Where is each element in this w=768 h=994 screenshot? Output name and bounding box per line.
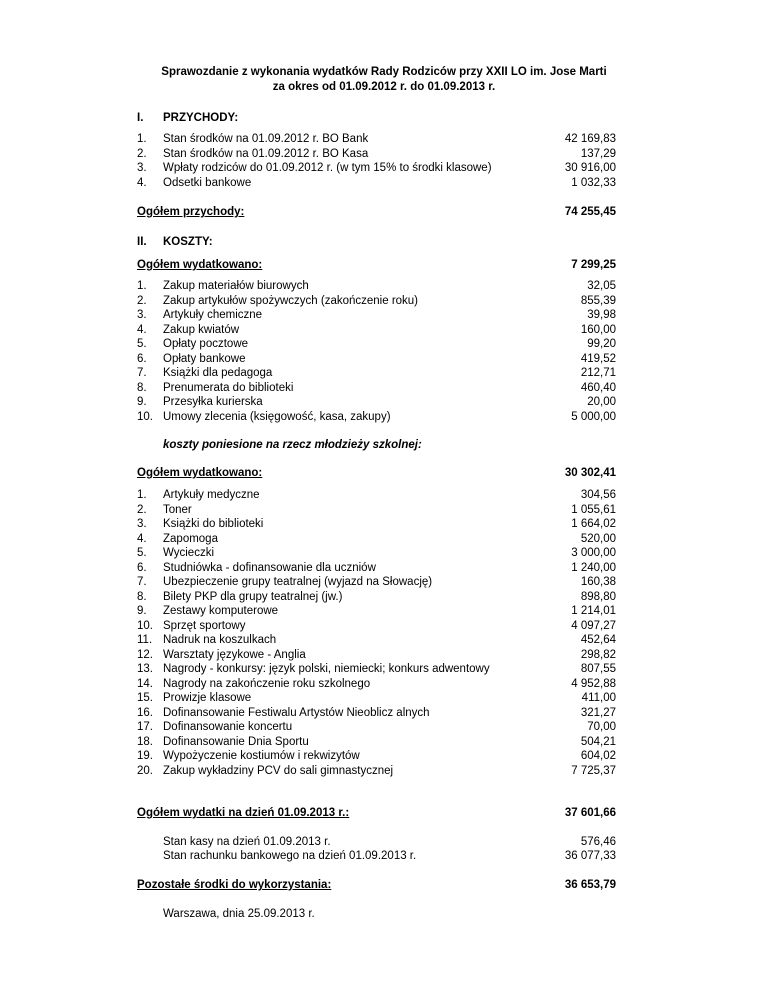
- item-value: 99,20: [587, 338, 616, 350]
- item-number: 8.: [137, 590, 147, 603]
- remaining-funds-value: 36 653,79: [564, 879, 616, 891]
- list-item: [0, 619, 768, 634]
- list-item: [0, 764, 768, 779]
- list-item: [0, 395, 768, 410]
- item-label: Nagrody - konkursy: język polski, niemiecki; konkurs adwentowy: [163, 663, 490, 675]
- item-number: 1.: [137, 280, 147, 292]
- item-label: Artykuły chemiczne: [163, 309, 263, 321]
- list-item: [0, 590, 768, 605]
- youth-costs-heading-row: [0, 438, 768, 453]
- list-item: [0, 575, 768, 590]
- item-value: 20,00: [587, 396, 616, 408]
- list-item: [0, 503, 768, 518]
- list-item: [0, 161, 768, 176]
- total-expenses-row: [0, 806, 768, 821]
- list-item: [0, 691, 768, 706]
- list-item: [0, 337, 768, 352]
- item-value: 1 240,00: [571, 561, 616, 574]
- item-number: 3.: [137, 518, 147, 530]
- section-label: KOSZTY:: [163, 236, 213, 248]
- item-label: Artykuły medyczne: [163, 489, 260, 501]
- item-value: 160,38: [580, 576, 616, 588]
- list-item: [0, 147, 768, 162]
- item-number: 16.: [137, 706, 153, 719]
- item-number: 4.: [137, 176, 147, 189]
- list-item: [0, 132, 768, 147]
- item-label: Zakup wykładziny PCV do sali gimnastycznej: [163, 764, 394, 777]
- youth-total-row: [0, 466, 768, 481]
- list-item: [0, 323, 768, 338]
- document-title-line1: Sprawozdanie z wykonania wydatków Rady Rodziców przy XXII LO im. Jose Marti: [161, 66, 607, 78]
- item-value: 298,82: [580, 648, 616, 661]
- cash-balance-value: 576,46: [580, 836, 616, 848]
- item-label: Zakup materiałów biurowych: [163, 280, 309, 292]
- item-number: 18.: [137, 735, 153, 748]
- bank-balance-row: [0, 849, 768, 864]
- item-label: Opłaty bankowe: [163, 352, 246, 365]
- item-value: 1 032,33: [571, 176, 616, 189]
- list-item: [0, 381, 768, 396]
- item-label: Dofinansowanie Dnia Sportu: [163, 735, 309, 748]
- list-item: [0, 662, 768, 677]
- item-label: Wycieczki: [163, 547, 215, 559]
- place-date: Warszawa, dnia 25.09.2013 r.: [163, 908, 315, 920]
- list-item: [0, 546, 768, 561]
- item-value: 70,00: [587, 721, 616, 733]
- item-value: 30 916,00: [564, 162, 616, 174]
- item-number: 11.: [137, 634, 153, 646]
- item-value: 5 000,00: [571, 410, 616, 423]
- item-value: 504,21: [580, 735, 616, 748]
- item-label: Prenumerata do biblioteki: [163, 381, 294, 394]
- item-label: Książki dla pedagoga: [163, 367, 273, 379]
- item-value: 4 097,27: [571, 619, 616, 632]
- item-number: 9.: [137, 605, 147, 617]
- section-number: I.: [137, 112, 144, 124]
- item-number: 2.: [137, 147, 147, 160]
- item-label: Wypożyczenie kostiumów i rekwizytów: [163, 750, 360, 762]
- list-item: [0, 677, 768, 692]
- item-value: 212,71: [580, 367, 616, 379]
- item-number: 4.: [137, 323, 147, 336]
- list-item: [0, 366, 768, 381]
- item-number: 7.: [137, 576, 147, 588]
- admin-total-label: Ogółem wydatkowano:: [137, 259, 263, 271]
- bank-balance-label: Stan rachunku bankowego na dzień 01.09.2013 r.: [163, 850, 417, 862]
- item-number: 2.: [137, 294, 147, 307]
- item-number: 1.: [137, 489, 147, 501]
- place-date-row: [0, 907, 768, 922]
- item-number: 1.: [137, 133, 147, 145]
- item-label: Stan środków na 01.09.2012 r. BO Kasa: [163, 147, 369, 160]
- item-label: Studniówka - dofinansowanie dla uczniów: [163, 561, 376, 574]
- item-value: 1 055,61: [571, 503, 616, 516]
- item-number: 13.: [137, 663, 153, 675]
- youth-costs-heading: koszty poniesione na rzecz młodzieży szkolnej:: [163, 439, 422, 451]
- item-label: Sprzęt sportowy: [163, 619, 246, 632]
- item-number: 9.: [137, 396, 147, 408]
- list-item: [0, 648, 768, 663]
- item-number: 15.: [137, 692, 153, 704]
- item-label: Opłaty pocztowe: [163, 338, 249, 350]
- item-number: 3.: [137, 162, 147, 174]
- section-number: II.: [137, 236, 147, 248]
- youth-total-value: 30 302,41: [564, 467, 616, 479]
- cash-balance-label: Stan kasy na dzień 01.09.2013 r.: [163, 836, 331, 848]
- list-item: [0, 561, 768, 576]
- item-value: 4 952,88: [571, 677, 616, 690]
- income-total-value: 74 255,45: [564, 206, 616, 218]
- item-value: 460,40: [580, 381, 616, 394]
- total-expenses-value: 37 601,66: [564, 807, 616, 819]
- cash-balance-row: [0, 835, 768, 850]
- item-number: 17.: [137, 721, 153, 733]
- total-expenses-label: Ogółem wydatki na dzień 01.09.2013 r.:: [137, 807, 350, 819]
- remaining-funds-row: [0, 878, 768, 893]
- section-label: PRZYCHODY:: [163, 112, 239, 124]
- item-value: 520,00: [580, 532, 616, 545]
- document-title-line2: za okres od 01.09.2012 r. do 01.09.2013 r.: [272, 81, 496, 93]
- item-value: 321,27: [580, 706, 616, 719]
- item-label: Zestawy komputerowe: [163, 605, 279, 617]
- item-label: Stan środków na 01.09.2012 r. BO Bank: [163, 133, 369, 145]
- item-label: Toner: [163, 503, 192, 516]
- bank-balance-value: 36 077,33: [564, 850, 616, 862]
- list-item: [0, 749, 768, 764]
- list-item: [0, 720, 768, 735]
- list-item: [0, 279, 768, 294]
- list-item: [0, 706, 768, 721]
- item-value: 604,02: [580, 750, 616, 762]
- item-number: 2.: [137, 503, 147, 516]
- list-item: [0, 604, 768, 619]
- income-section-heading: [0, 111, 768, 126]
- item-value: 42 169,83: [564, 133, 616, 145]
- admin-total-value: 7 299,25: [571, 259, 616, 271]
- item-label: Nadruk na koszulkach: [163, 634, 277, 646]
- item-value: 898,80: [580, 590, 616, 603]
- list-item: [0, 532, 768, 547]
- item-value: 160,00: [580, 323, 616, 336]
- item-number: 14.: [137, 677, 153, 690]
- item-number: 3.: [137, 309, 147, 321]
- income-total-label: Ogółem przychody:: [137, 206, 245, 218]
- list-item: [0, 308, 768, 323]
- item-number: 6.: [137, 561, 147, 574]
- costs-section-heading: [0, 235, 768, 250]
- item-number: 19.: [137, 750, 153, 762]
- item-label: Ubezpieczenie grupy teatralnej (wyjazd na Słowację): [163, 576, 433, 588]
- list-item: [0, 633, 768, 648]
- item-number: 7.: [137, 367, 147, 379]
- item-label: Zapomoga: [163, 532, 218, 545]
- item-number: 20.: [137, 764, 153, 777]
- item-label: Książki do biblioteki: [163, 518, 264, 530]
- item-value: 7 725,37: [571, 764, 616, 777]
- item-value: 419,52: [580, 352, 616, 365]
- item-value: 3 000,00: [571, 547, 616, 559]
- item-label: Wpłaty rodziców do 01.09.2012 r. (w tym 15% to środki klasowe): [163, 162, 492, 174]
- item-label: Zakup artykułów spożywczych (zakończenie roku): [163, 294, 419, 307]
- item-number: 10.: [137, 410, 153, 423]
- item-value: 1 214,01: [571, 605, 616, 617]
- item-label: Odsetki bankowe: [163, 176, 252, 189]
- admin-total-row: [0, 258, 768, 273]
- item-label: Dofinansowanie Festiwalu Artystów Nieoblicz alnych: [163, 706, 430, 719]
- item-number: 6.: [137, 352, 147, 365]
- item-value: 39,98: [587, 309, 616, 321]
- list-item: [0, 735, 768, 750]
- item-label: Prowizje klasowe: [163, 692, 252, 704]
- item-value: 807,55: [580, 663, 616, 675]
- item-label: Warsztaty językowe - Anglia: [163, 648, 306, 661]
- item-label: Przesyłka kurierska: [163, 396, 263, 408]
- item-label: Dofinansowanie koncertu: [163, 721, 293, 733]
- item-number: 8.: [137, 381, 147, 394]
- item-label: Bilety PKP dla grupy teatralnej (jw.): [163, 590, 343, 603]
- list-item: [0, 488, 768, 503]
- income-total-row: [0, 205, 768, 220]
- item-number: 4.: [137, 532, 147, 545]
- item-label: Nagrody na zakończenie roku szkolnego: [163, 677, 371, 690]
- list-item: [0, 176, 768, 191]
- list-item: [0, 517, 768, 532]
- remaining-funds-label: Pozostałe środki do wykorzystania:: [137, 879, 332, 891]
- item-value: 304,56: [580, 489, 616, 501]
- item-value: 137,29: [580, 147, 616, 160]
- item-number: 10.: [137, 619, 153, 632]
- item-value: 855,39: [580, 294, 616, 307]
- list-item: [0, 352, 768, 367]
- item-value: 411,00: [581, 692, 616, 704]
- item-value: 452,64: [580, 634, 616, 646]
- list-item: [0, 294, 768, 309]
- item-value: 1 664,02: [571, 518, 616, 530]
- list-item: [0, 410, 768, 425]
- item-label: Umowy zlecenia (księgowość, kasa, zakupy): [163, 410, 391, 423]
- item-value: 32,05: [587, 280, 616, 292]
- youth-total-label: Ogółem wydatkowano:: [137, 467, 263, 479]
- item-number: 5.: [137, 547, 147, 559]
- item-number: 5.: [137, 338, 147, 350]
- item-label: Zakup kwiatów: [163, 323, 240, 336]
- item-number: 12.: [137, 648, 153, 661]
